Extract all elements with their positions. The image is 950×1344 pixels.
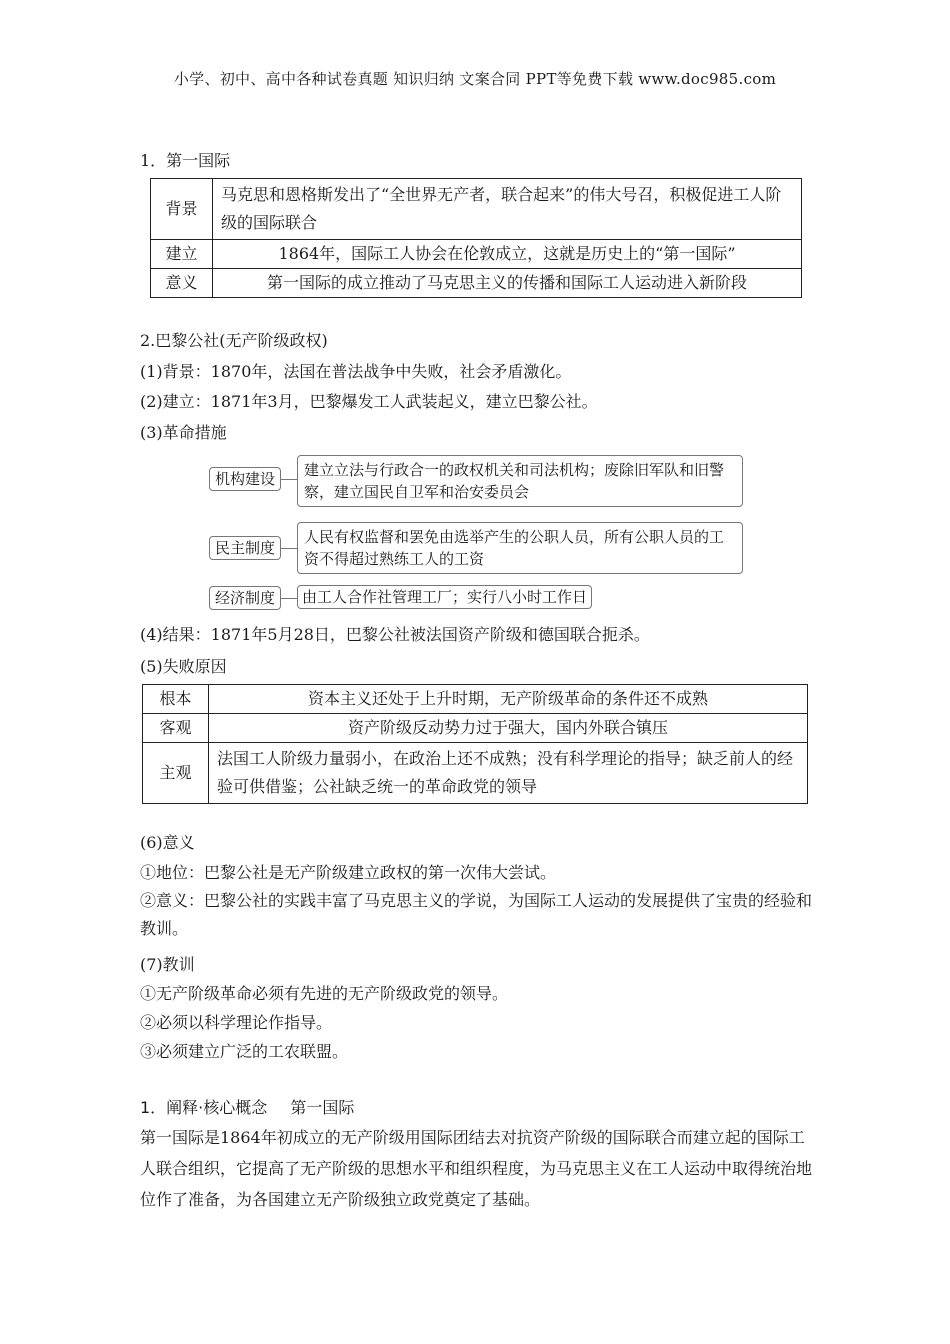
- measure-text: 建立立法与行政合一的政权机关和司法机构；废除旧军队和旧警察，建立国民自卫军和治安委员会: [297, 455, 743, 507]
- paragraph-significance-1: ①地位：巴黎公社是无产阶级建立政权的第一次伟大尝试。: [140, 863, 557, 882]
- connector-line: [281, 548, 297, 549]
- row-key: 建立: [151, 240, 213, 269]
- row-value: 马克思和恩格斯发出了“全世界无产者，联合起来”的伟大号召，积极促进工人阶级的国际联合: [213, 179, 802, 240]
- row-key: 主观: [143, 743, 209, 804]
- row-value: 资本主义还处于上升时期，无产阶级革命的条件还不成熟: [209, 685, 808, 714]
- measure-label: 机构建设: [209, 467, 281, 491]
- measure-label: 经济制度: [209, 586, 281, 610]
- connector-line: [281, 479, 297, 480]
- paragraph-lesson-1: ①无产阶级革命必须有先进的无产阶级政党的领导。: [140, 984, 509, 1003]
- table-row: [143, 714, 808, 743]
- page-header: 小学、初中、高中各种试卷真题 知识归纳 文案合同 PPT等免费下载 www.doc985.com: [173, 70, 777, 88]
- concept-heading: [140, 1097, 354, 1119]
- row-value: 资产阶级反动势力过于强大，国内外联合镇压: [209, 714, 808, 743]
- concept-title: 1．阐释·核心概念: [140, 1098, 268, 1117]
- row-value: 第一国际的成立推动了马克思主义的传播和国际工人运动进入新阶段: [213, 269, 802, 298]
- paragraph-establishment: (2)建立：1871年3月，巴黎爆发工人武装起义，建立巴黎公社。: [140, 392, 598, 411]
- failure-reasons-table: [142, 684, 808, 804]
- paragraph-significance-title: (6)意义: [140, 833, 195, 852]
- row-key: 意义: [151, 269, 213, 298]
- table-row: [151, 269, 802, 298]
- concept-paragraph: 第一国际是1864年初成立的无产阶级用国际团结去对抗资产阶级的国际联合而建立起的国际工人联合组织，它提高了无产阶级的思想水平和组织程度，为马克思主义在工人运动中取得统治地位作了准备，为各国建立无产阶级独立政党奠定了基础。: [140, 1128, 813, 1209]
- paragraph-significance-2: ②意义：巴黎公社的实践丰富了马克思主义的学说，为国际工人运动的发展提供了宝贵的经验和教训。: [140, 891, 813, 938]
- table-row: [143, 685, 808, 714]
- connector-line: [281, 598, 297, 599]
- section-title-paris-commune: 2.巴黎公社(无产阶级政权): [140, 331, 328, 350]
- table-row: [151, 179, 802, 240]
- table-row: [151, 240, 802, 269]
- table-row: [143, 743, 808, 804]
- paragraph-lesson-3: ③必须建立广泛的工农联盟。: [140, 1042, 349, 1061]
- measure-label: 民主制度: [209, 536, 281, 560]
- paragraph-failure-title: (5)失败原因: [140, 657, 227, 676]
- measure-text: 人民有权监督和罢免由选举产生的公职人员，所有公职人员的工资不得超过熟练工人的工资: [297, 522, 743, 574]
- paragraph-background: (1)背景：1870年，法国在普法战争中失败，社会矛盾激化。: [140, 362, 572, 381]
- paragraph-measures-title: (3)革命措施: [140, 423, 227, 442]
- row-value: 法国工人阶级力量弱小，在政治上还不成熟；没有科学理论的指导；缺乏前人的经验可供借鉴；公社缺乏统一的革命政党的领导: [209, 743, 808, 804]
- paragraph-lessons-title: (7)教训: [140, 955, 195, 974]
- row-key: 客观: [143, 714, 209, 743]
- row-key: 背景: [151, 179, 213, 240]
- first-international-table: [150, 178, 802, 298]
- row-value: 1864年，国际工人协会在伦敦成立，这就是历史上的“第一国际”: [213, 240, 802, 269]
- concept-name: 第一国际: [290, 1098, 355, 1117]
- section-title-first-international: 1．第一国际: [140, 151, 231, 170]
- paragraph-lesson-2: ②必须以科学理论作指导。: [140, 1013, 333, 1032]
- paragraph-result: (4)结果：1871年5月28日，巴黎公社被法国资产阶级和德国联合扼杀。: [140, 625, 650, 644]
- measure-text: 由工人合作社管理工厂；实行八小时工作日: [297, 585, 592, 609]
- row-key: 根本: [143, 685, 209, 714]
